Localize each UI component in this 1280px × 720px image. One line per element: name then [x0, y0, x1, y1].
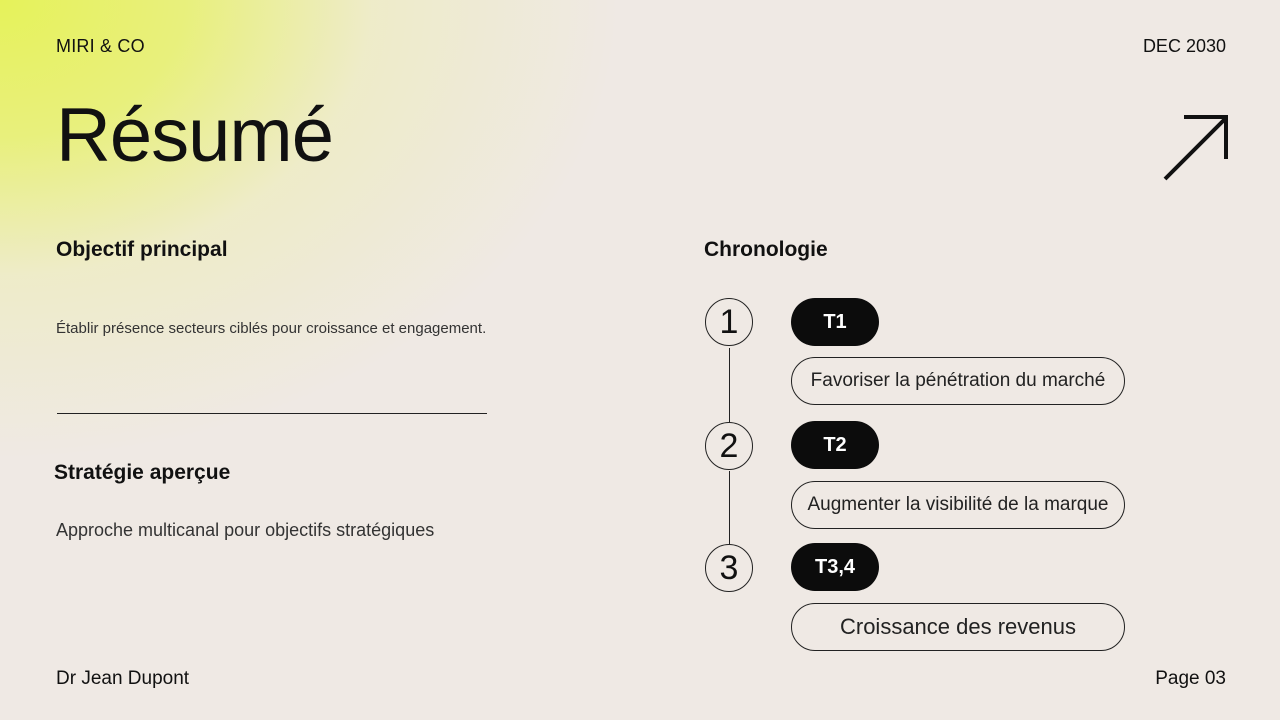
header-date: DEC 2030 [1142, 36, 1226, 56]
objective-text: Établir présence secteurs ciblés pour croissance et engagement. [56, 320, 487, 337]
page-number: Page 03 [1155, 668, 1226, 689]
timeline-step-number: 1 [705, 298, 753, 346]
timeline-goal-pill: Favoriser la pénétration du marché [791, 357, 1125, 405]
timeline-step-number: 3 [705, 544, 753, 592]
timeline-connector [729, 348, 730, 422]
strategy-heading: Stratégie aperçue [54, 461, 231, 484]
timeline-step-number: 2 [705, 422, 753, 470]
strategy-text: Approche multicanal pour objectifs stratégiques [56, 520, 435, 540]
objective-heading: Objectif principal [56, 238, 228, 261]
footer-author: Dr Jean Dupont [56, 668, 190, 689]
timeline-goal-pill: Augmenter la visibilité de la marque [791, 481, 1125, 529]
timeline-goal-pill: Croissance des revenus [791, 603, 1125, 651]
timeline-heading: Chronologie [704, 238, 828, 261]
timeline-period-badge: T3,4 [791, 543, 879, 591]
brand-name: MIRI & CO [56, 36, 145, 56]
section-divider [57, 413, 487, 414]
arrow-up-right-icon [1160, 112, 1232, 184]
timeline-period-badge: T2 [791, 421, 879, 469]
page-title: Résumé [56, 93, 333, 178]
timeline-period-badge: T1 [791, 298, 879, 346]
timeline-connector [729, 471, 730, 544]
